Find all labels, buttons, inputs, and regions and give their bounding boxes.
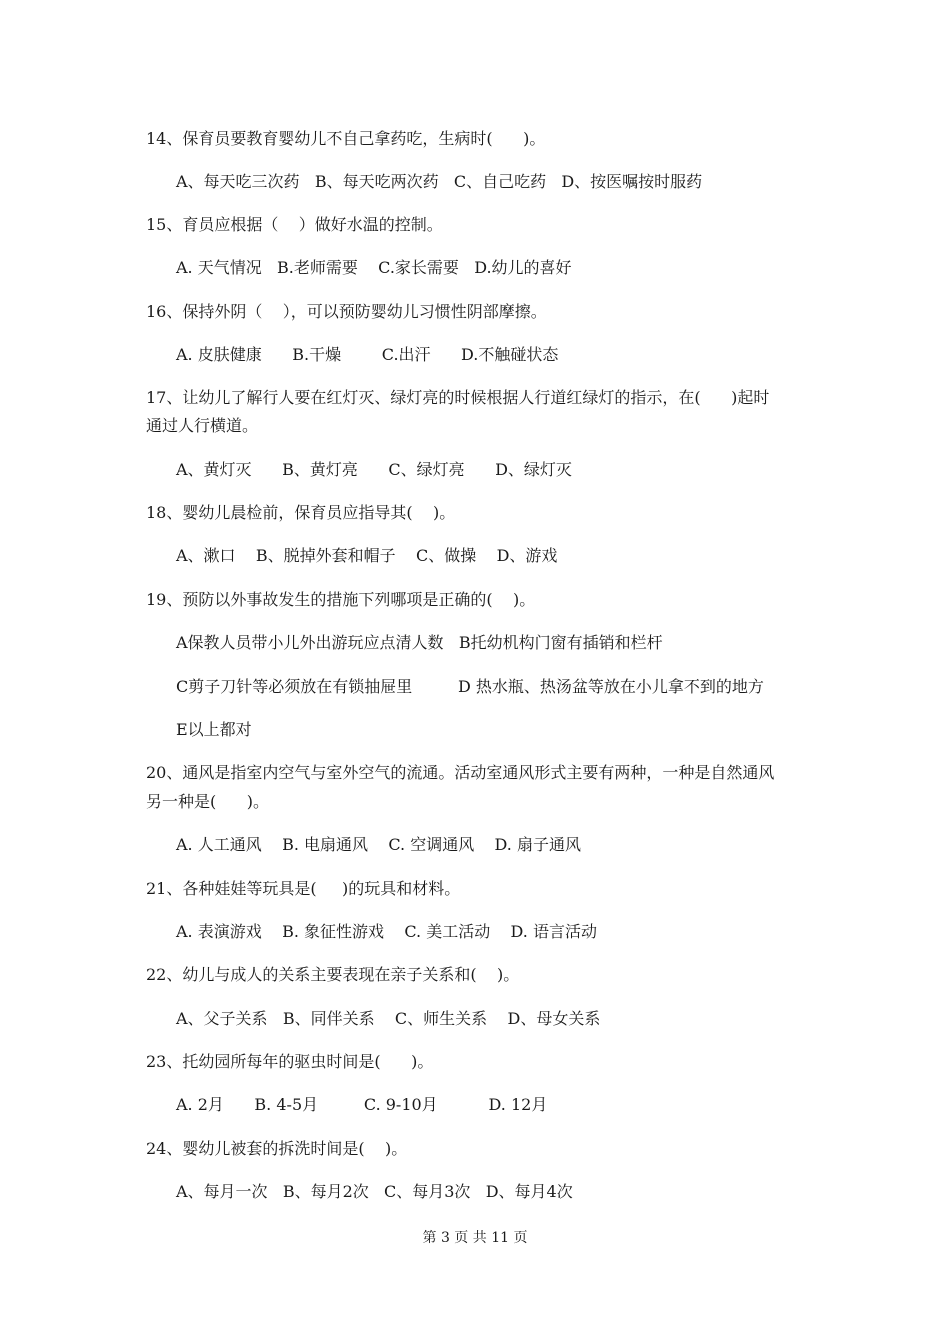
question-20-cont: 另一种是( )。 bbox=[146, 792, 270, 811]
options-24: A、每月一次 B、每月2次 C、每月3次 D、每月4次 bbox=[176, 1182, 573, 1201]
question-18: 18、婴幼儿晨检前，保育员应指导其( )。 bbox=[146, 503, 456, 522]
question-24: 24、婴幼儿被套的拆洗时间是( )。 bbox=[146, 1139, 408, 1158]
options-19-cd: C剪子刀针等必须放在有锁抽屉里 D 热水瓶、热汤盆等放在小儿拿不到的地方 bbox=[176, 677, 764, 696]
options-21: A. 表演游戏 B. 象征性游戏 C. 美工活动 D. 语言活动 bbox=[176, 922, 597, 941]
question-15: 15、育员应根据（ ）做好水温的控制。 bbox=[146, 215, 443, 234]
question-17-cont: 通过人行横道。 bbox=[146, 416, 259, 435]
options-19-e: E以上都对 bbox=[176, 720, 252, 739]
options-22: A、父子关系 B、同伴关系 C、师生关系 D、母女关系 bbox=[176, 1009, 601, 1028]
options-15: A. 天气情况 B.老师需要 C.家长需要 D.幼儿的喜好 bbox=[176, 258, 572, 277]
question-14: 14、保育员要教育婴幼儿不自己拿药吃，生病时( )。 bbox=[146, 129, 546, 148]
options-20: A. 人工通风 B. 电扇通风 C. 空调通风 D. 扇子通风 bbox=[176, 835, 581, 854]
options-23: A. 2月 B. 4-5月 C. 9-10月 D. 12月 bbox=[176, 1095, 548, 1114]
options-17: A、黄灯灭 B、黄灯亮 C、绿灯亮 D、绿灯灭 bbox=[176, 460, 572, 479]
question-16: 16、保持外阴（ ），可以预防婴幼儿习惯性阴部摩擦。 bbox=[146, 302, 547, 321]
question-19: 19、预防以外事故发生的措施下列哪项是正确的( )。 bbox=[146, 590, 536, 609]
question-21: 21、各种娃娃等玩具是( )的玩具和材料。 bbox=[146, 879, 461, 898]
options-14: A、每天吃三次药 B、每天吃两次药 C、自己吃药 D、按医嘱按时服药 bbox=[176, 172, 703, 191]
options-16: A. 皮肤健康 B.干燥 C.出汗 D.不触碰状态 bbox=[176, 345, 559, 364]
page-footer: 第 3 页 共 11 页 bbox=[422, 1230, 528, 1246]
question-17: 17、让幼儿了解行人要在红灯灭、绿灯亮的时候根据人行道红绿灯的指示，在( )起时 bbox=[146, 388, 770, 407]
options-18: A、漱口 B、脱掉外套和帽子 C、做操 D、游戏 bbox=[176, 546, 558, 565]
options-19-ab: A保教人员带小儿外出游玩应点清人数 B托幼机构门窗有插销和栏杆 bbox=[176, 633, 663, 652]
question-20: 20、通风是指室内空气与室外空气的流通。活动室通风形式主要有两种，一种是自然通风 bbox=[146, 763, 775, 782]
question-22: 22、幼儿与成人的关系主要表现在亲子关系和( )。 bbox=[146, 965, 520, 984]
question-23: 23、托幼园所每年的驱虫时间是( )。 bbox=[146, 1052, 434, 1071]
